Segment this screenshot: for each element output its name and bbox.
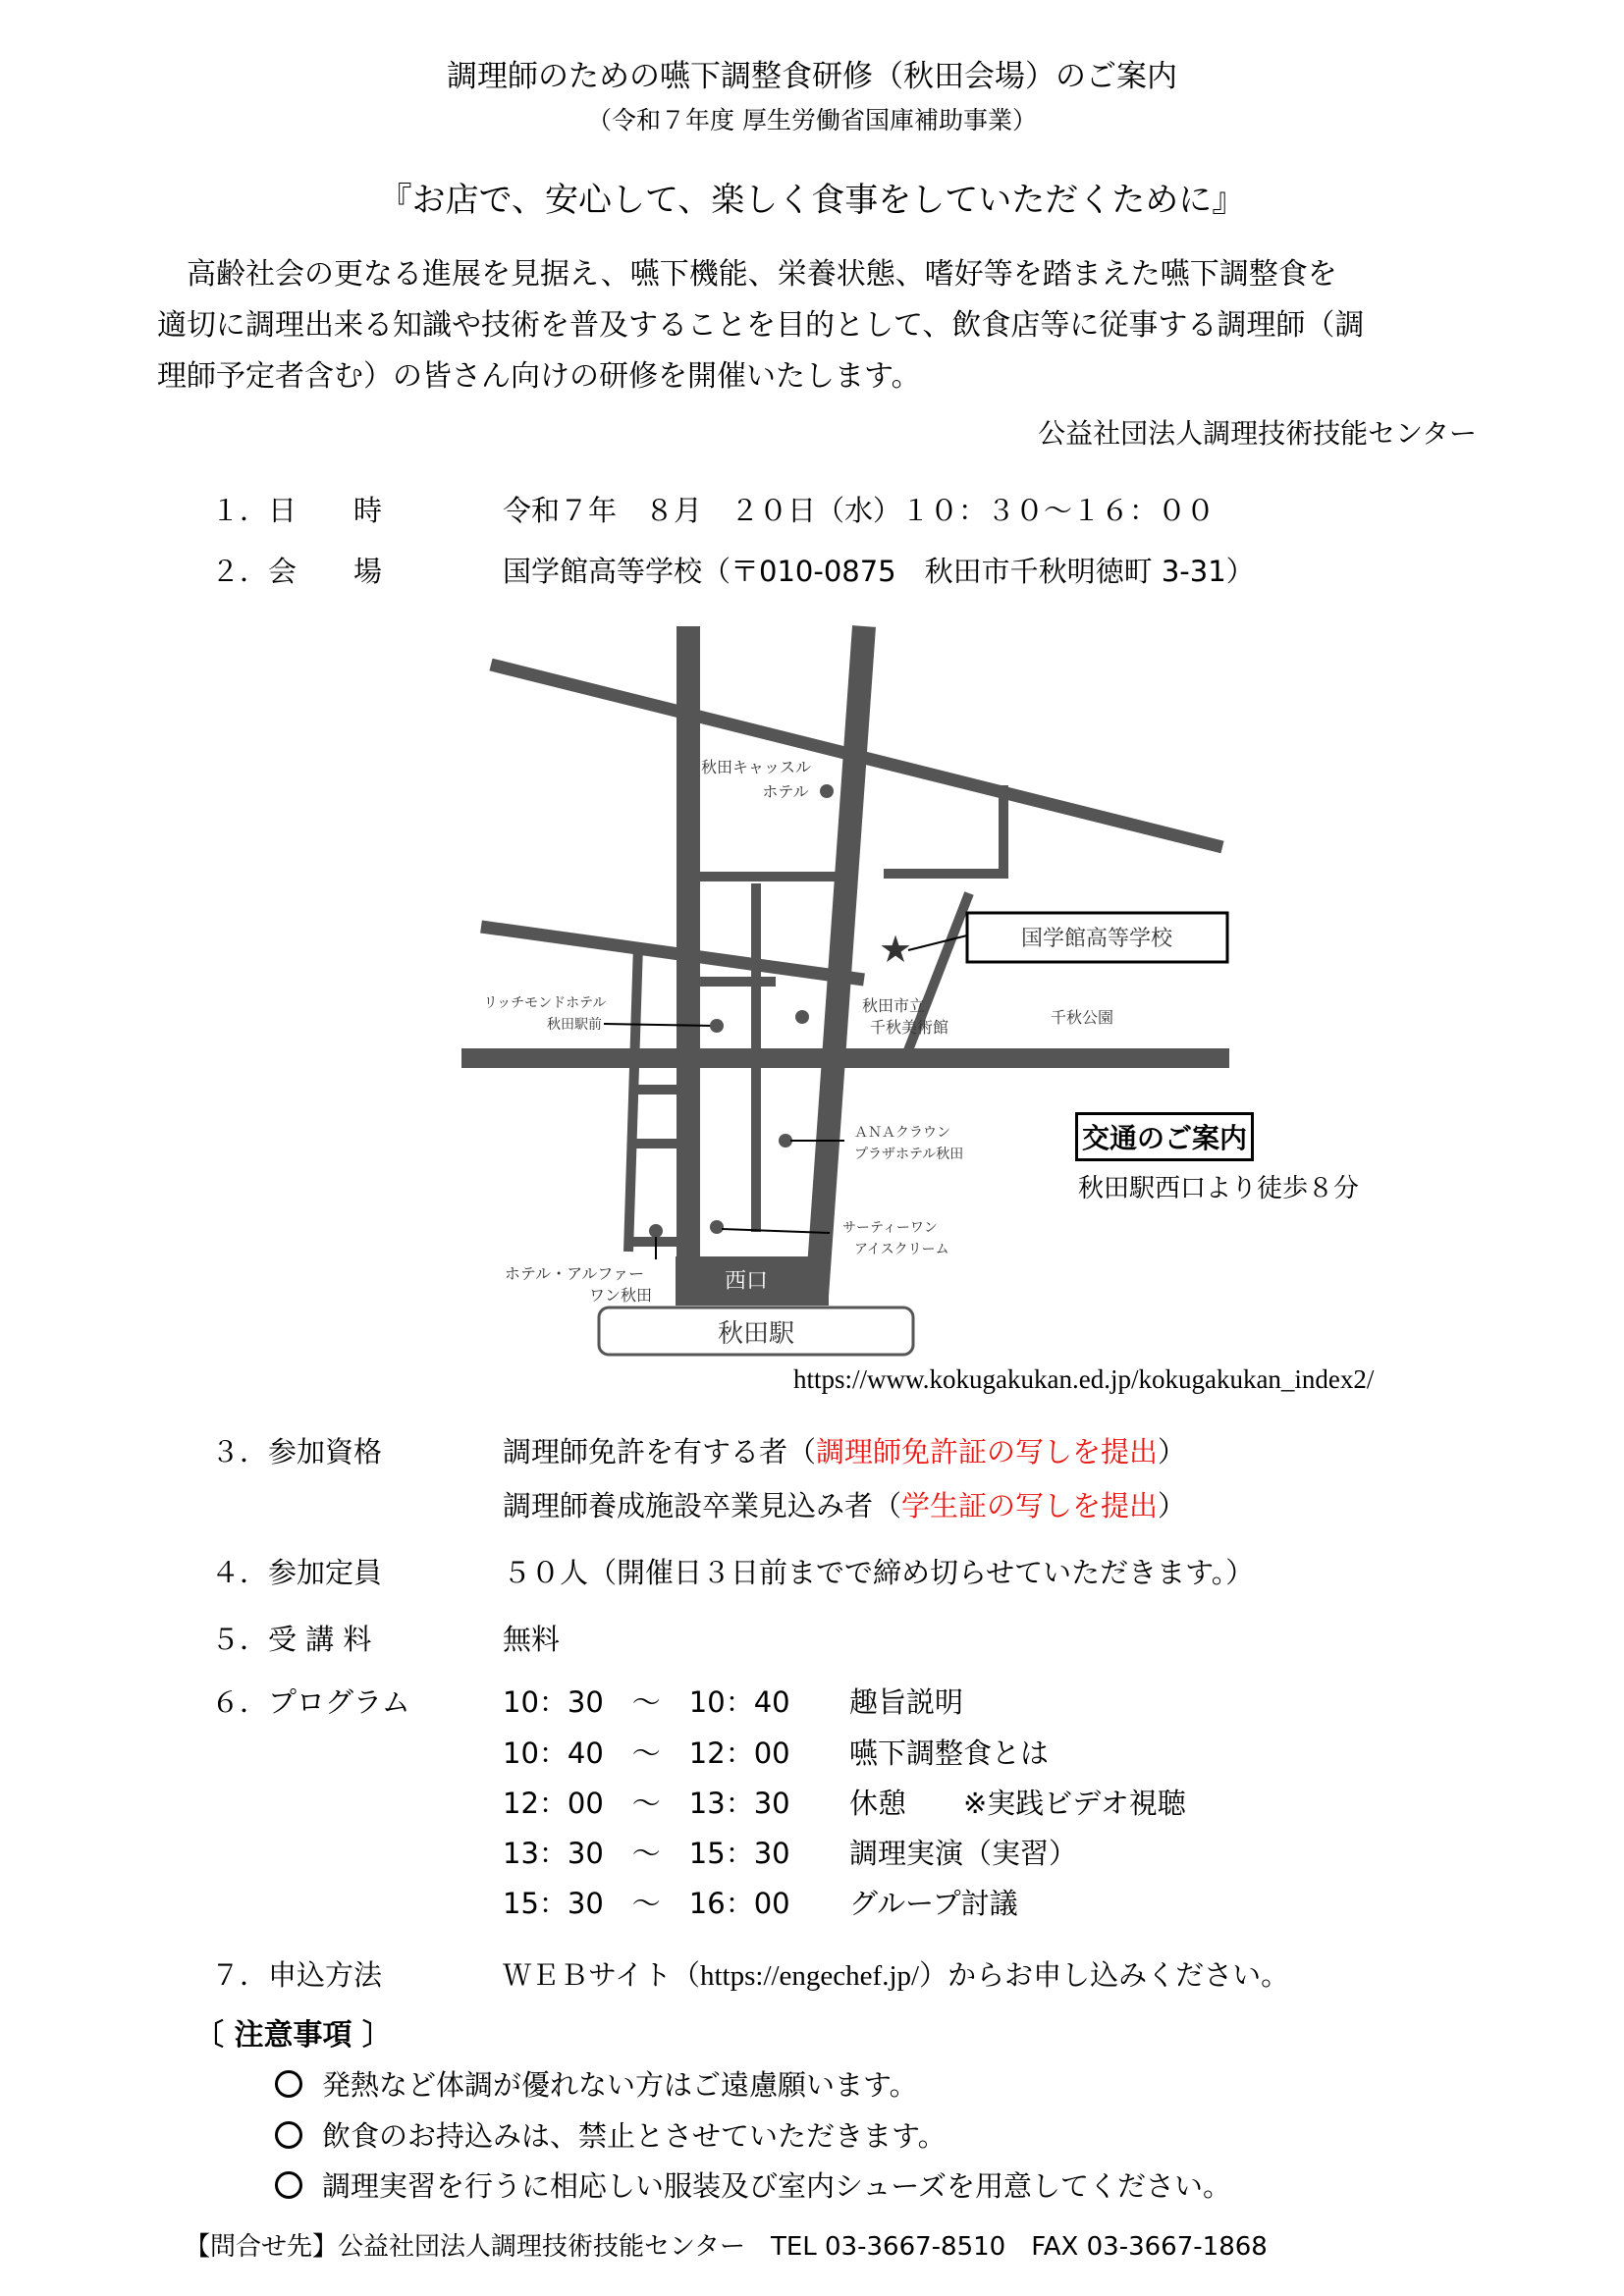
school-label: 国学館高等学校: [1020, 927, 1173, 951]
program-desc-4: 調理実演（実習）: [849, 1837, 1078, 1870]
eligibility-line-2-red: 学生証の写しを提出: [901, 1489, 1159, 1522]
school-pointer-line: [908, 935, 967, 950]
museum-label-1: 秋田市立: [862, 996, 926, 1015]
note-item-2: [275, 2114, 947, 2155]
road-main-vertical-right: [817, 626, 864, 1296]
page-subtitle: （令和７年度 厚生労働省国庫補助事業）: [587, 106, 1037, 134]
program-time-1: 10：30 ～ 10：40: [503, 1685, 790, 1719]
program-time-4: 13：30 ～ 15：30: [503, 1837, 790, 1870]
apply-post: ）からお申し込みください。: [919, 1958, 1290, 1992]
eligibility-line-2: [503, 1484, 1186, 1524]
eligibility-line-1-post: ）: [1158, 1435, 1187, 1468]
eligibility-label: ３．参加資格: [211, 1435, 383, 1468]
note-item-3: [275, 2164, 1231, 2205]
intro-text: [157, 249, 1492, 402]
museum-label-2: 千秋美術館: [870, 1018, 949, 1037]
program-desc-1: 趣旨説明: [849, 1685, 964, 1719]
fee-label: ５．受 講 料: [211, 1623, 372, 1656]
ana-marker: [779, 1134, 792, 1148]
richmond-label-2: 秋田駅前: [547, 1017, 602, 1033]
apply-url-link[interactable]: https://engechef.jp/: [699, 1960, 920, 1992]
road-thin-6: [628, 944, 638, 1252]
capacity-value: ５０人（開催日３日前までで締め切らせていただきます。）: [503, 1556, 1255, 1589]
page-title: 調理師のための嚥下調整食研修（秋田会場）のご案内: [447, 59, 1177, 94]
program-time-3: 12：00 ～ 13：30: [503, 1787, 790, 1820]
apply-label: ７．申込方法: [211, 1958, 383, 1992]
thirtyone-label-2: アイスクリーム: [854, 1242, 949, 1257]
note-item-1: [275, 2063, 918, 2104]
access-title: 交通のご案内: [1075, 1112, 1254, 1161]
program-label: ６．プログラム: [211, 1685, 410, 1719]
eligibility-line-1-red: 調理師免許証の写しを提出: [816, 1435, 1159, 1468]
program-time-5: 15：30 ～ 16：00: [503, 1887, 790, 1920]
park-label: 千秋公園: [1051, 1008, 1114, 1027]
eligibility-line-1-pre: 調理師免許を有する者（: [503, 1435, 817, 1468]
datetime-label: １．日 時: [211, 494, 383, 527]
note-text-1: 発熱など体調が優れない方はご遠慮願います。: [322, 2068, 918, 2102]
capacity-label: ４．参加定員: [211, 1556, 383, 1589]
fee-value: 無料: [503, 1623, 561, 1656]
richmond-label-1: リッチモンドホテル: [483, 995, 607, 1011]
contact-footer: 【問合せ先】公益社団法人調理技術技能センター TEL 03-3667-8510 FAX 03-3667-1868: [185, 2232, 1268, 2262]
access-map: [452, 614, 1414, 1369]
alpha-label-2: ワン秋田: [588, 1286, 653, 1305]
eligibility-line-1: [503, 1430, 1186, 1470]
note-text-2: 飲食のお持込みは、禁止とさせていただきます。: [322, 2119, 947, 2153]
program-time-2: 10：40 ～ 12：00: [503, 1736, 790, 1770]
notes-heading: 〔 注意事項 〕: [194, 2018, 392, 2053]
note-text-3: 調理実習を行うに相応しい服装及び室内シューズを用意してください。: [322, 2169, 1231, 2203]
catchphrase: 『お店で、安心して、楽しく食事をしていただくために』: [378, 181, 1246, 220]
program-desc-3: 休憩 ※実践ビデオ視聴: [849, 1787, 1186, 1820]
venue-value: 国学館高等学校（〒010-0875 秋田市千秋明徳町 3-31）: [503, 555, 1255, 588]
program-desc-5: グループ討議: [849, 1887, 1018, 1920]
access-text: 秋田駅西口より徒歩８分: [1078, 1174, 1360, 1203]
thirtyone-label-1: サーティーワン: [842, 1220, 938, 1236]
circle-bullet-icon: [275, 2171, 302, 2199]
venue-label: ２．会 場: [211, 555, 383, 588]
west-exit-label: 西口: [724, 1269, 769, 1294]
alpha-label-1: ホテル・アルファー: [504, 1264, 645, 1283]
intro-line-3: 理師予定者含む）の皆さん向けの研修を開催いたします。: [157, 359, 921, 394]
alpha-marker: [649, 1224, 663, 1238]
castle-hotel-marker: [820, 784, 834, 798]
intro-line-1: 高齢社会の更なる進展を見据え、嚥下機能、栄養状態、嗜好等を踏まえた嚥下調整食を: [187, 257, 1337, 292]
circle-bullet-icon: [275, 2070, 302, 2098]
castle-hotel-label-1: 秋田キャッスル: [700, 758, 812, 776]
school-star-icon: ★: [878, 928, 913, 971]
program-desc-2: 嚥下調整食とは: [849, 1736, 1050, 1770]
ana-label-1: ＡＮＡクラウン: [854, 1125, 950, 1141]
ana-label-2: プラザホテル秋田: [854, 1147, 964, 1162]
eligibility-line-2-pre: 調理師養成施設卒業見込み者（: [503, 1489, 902, 1522]
richmond-marker: [710, 1019, 724, 1033]
road-thin-1: [884, 785, 1003, 874]
apply-value: [503, 1953, 1289, 1994]
road-mid-diagonal: [481, 927, 864, 980]
station-label: 秋田駅: [717, 1319, 795, 1349]
datetime-value: 令和７年 ８月 ２０日（水）１０：３０～１６：００: [503, 494, 1216, 527]
school-url-link[interactable]: https://www.kokugakukan.ed.jp/kokugakukan_index2/: [793, 1364, 1375, 1394]
intro-line-2: 適切に調理出来る知識や技術を普及することを目的として、飲食店等に従事する調理師（調: [157, 308, 1365, 343]
thirtyone-marker: [710, 1220, 724, 1234]
castle-hotel-label-2: ホテル: [762, 782, 809, 801]
organizer: 公益社団法人調理技術技能センター: [1038, 417, 1477, 450]
museum-marker: [795, 1010, 809, 1024]
circle-bullet-icon: [275, 2121, 302, 2149]
apply-pre: ＷＥＢサイト（: [503, 1958, 700, 1992]
eligibility-line-2-post: ）: [1158, 1489, 1187, 1522]
